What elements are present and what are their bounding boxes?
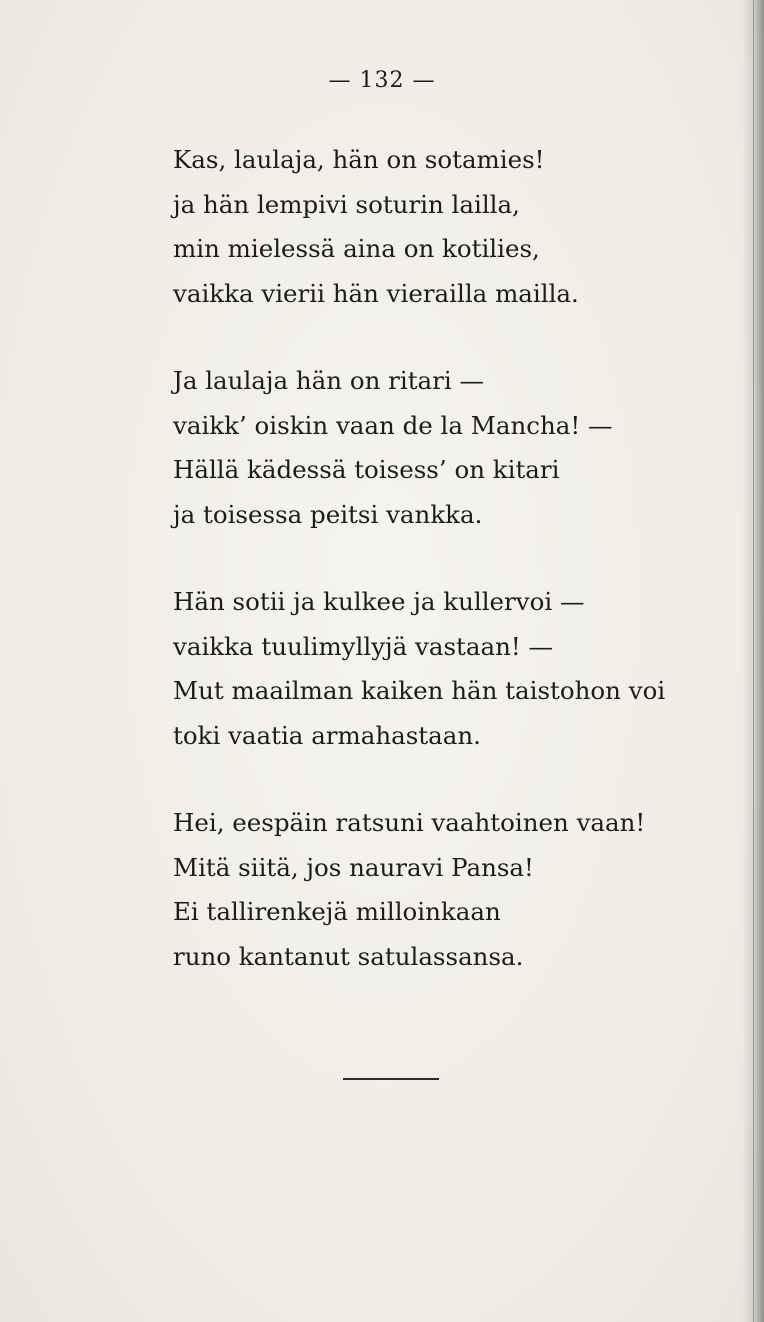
stanza-2	[173, 359, 743, 537]
poem-line: vaikka vierii hän vierailla mailla.	[173, 278, 579, 308]
page-edge-line	[753, 0, 754, 1322]
poem-line: Mitä siitä, jos nauravi Pansa!	[173, 852, 534, 882]
poem-line: ja toisessa peitsi vankka.	[173, 499, 483, 529]
poem-line: Hei, eespäin ratsuni vaahtoinen vaan!	[173, 808, 646, 837]
page-number: — 132 —	[328, 68, 436, 93]
poem	[173, 138, 743, 979]
poem-line: Ja laulaja hän on ritari —	[173, 366, 484, 395]
poem-line: toki vaatia armahastaan.	[173, 720, 481, 750]
end-rule	[343, 1078, 439, 1080]
poem-line: runo kantanut satulassansa.	[173, 941, 524, 971]
poem-line: vaikk’ oiskin vaan de la Mancha! —	[173, 410, 613, 440]
poem-line: Mut maailman kaiken hän taistohon voi	[173, 676, 666, 705]
stanza-4	[173, 801, 743, 979]
poem-line: Hän sotii ja kulkee ja kullervoi —	[173, 587, 585, 616]
poem-line: vaikka tuulimyllyjä vastaan! —	[173, 631, 554, 661]
poem-line: min mielessä aina on kotilies,	[173, 234, 540, 263]
poem-line: Kas, laulaja, hän on sotamies!	[173, 145, 545, 174]
stanza-3	[173, 580, 743, 758]
poem-line: Ei tallirenkejä milloinkaan	[173, 897, 501, 926]
poem-line: Hällä kädessä toisess’ on kitari	[173, 455, 560, 484]
stanza-1	[173, 138, 743, 316]
poem-line: ja hän lempivi soturin lailla,	[173, 189, 520, 219]
